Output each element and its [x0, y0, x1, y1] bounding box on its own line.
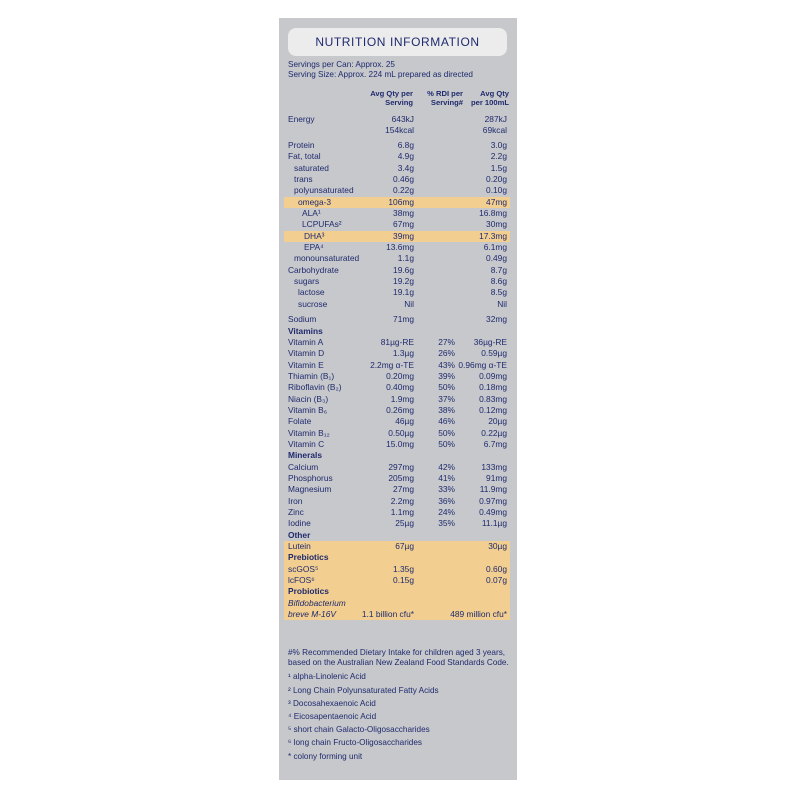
- cell-c2: 50%: [438, 438, 455, 449]
- table-row: [284, 462, 510, 473]
- nutrition-table: [284, 114, 510, 620]
- cell-c3: 30µg: [488, 541, 507, 552]
- section-header: [284, 450, 510, 461]
- row-label: omega-3: [298, 196, 332, 207]
- cell-c1: 71mg: [393, 314, 414, 325]
- table-row: [284, 348, 510, 359]
- cell-c3-line2: 69kcal: [482, 125, 507, 135]
- cell-c3: 3.0g: [490, 140, 507, 150]
- cell-c2: 50%: [438, 427, 455, 438]
- table-row: [284, 371, 510, 382]
- row-label: Other: [288, 529, 311, 540]
- table-row: [284, 382, 510, 393]
- cell-c2: 42%: [438, 461, 455, 472]
- cell-c1: 643kJ: [391, 114, 414, 124]
- cell-c3: 0.60g: [486, 563, 507, 574]
- cell-c1: 19.2g: [393, 276, 414, 287]
- cell-c3: 287kJ: [484, 114, 507, 124]
- row-label: Vitamin A: [288, 336, 324, 347]
- row-label: Thiamin (B₁): [288, 370, 335, 381]
- cell-c1: 0.26mg: [386, 404, 414, 415]
- cell-c1: 0.15g: [393, 575, 414, 586]
- section-header: [284, 326, 510, 337]
- row-label: Protein: [288, 140, 315, 150]
- table-row: [284, 541, 510, 552]
- row-label: Vitamins: [288, 325, 323, 336]
- table-row: [284, 484, 510, 495]
- cell-c1: 15.0mg: [386, 438, 414, 449]
- panel-title: NUTRITION INFORMATION: [288, 28, 507, 56]
- table-row: [284, 428, 510, 439]
- row-label: Vitamin C: [288, 438, 325, 449]
- cell-c3: 0.83mg: [479, 393, 507, 404]
- table-row: [284, 219, 510, 230]
- cell-c1: 205mg: [388, 472, 414, 483]
- cell-c3: 1.5g: [490, 162, 507, 173]
- cell-c1: 67mg: [393, 219, 414, 230]
- cell-c1: 81µg-RE: [380, 336, 414, 347]
- rdi-note: #% Recommended Dietary Intake for children aged 3 years, based on the Australian New Zealand Food Standards Code.: [288, 648, 509, 668]
- row-label: Phosphorus: [288, 472, 333, 483]
- col-header-per-serving: Avg Qty per Serving: [370, 89, 413, 107]
- cell-c2: 41%: [438, 472, 455, 483]
- cell-c2: 37%: [438, 393, 455, 404]
- table-row: [284, 394, 510, 405]
- footnote: ¹ alpha-Linolenic Acid: [288, 672, 366, 682]
- table-row: [284, 163, 510, 174]
- row-label: scGOS⁵: [288, 563, 319, 574]
- row-label: sucrose: [298, 298, 328, 309]
- nutrition-panel: [279, 18, 517, 780]
- section-header: [284, 552, 510, 563]
- cell-c1: 1.1 billion cfu*: [361, 608, 414, 619]
- cell-c1: 3.4g: [397, 162, 414, 173]
- cell-c1: 1.1g: [397, 253, 414, 264]
- cell-c1: Nil: [404, 298, 414, 309]
- cell-c3: 0.96mg α-TE: [458, 359, 507, 370]
- cell-c2: 46%: [438, 416, 455, 427]
- cell-c2: 26%: [438, 348, 455, 359]
- cell-c3: 0.07g: [486, 575, 507, 586]
- footnote: ² Long Chain Polyunsaturated Fatty Acids: [288, 685, 439, 695]
- row-label: polyunsaturated: [294, 185, 354, 196]
- row-label: Energy: [288, 114, 315, 124]
- cell-c1: 0.50µg: [388, 427, 414, 438]
- cell-c1: 2.2mg α-TE: [370, 359, 414, 370]
- cell-c3: 8.6g: [490, 276, 507, 287]
- cell-c3: 17.3mg: [479, 230, 507, 241]
- cell-c2: 33%: [438, 484, 455, 495]
- table-row: [284, 276, 510, 287]
- cell-c3: 36µg-RE: [473, 336, 507, 347]
- row-label: lcFOS⁶: [288, 575, 315, 586]
- cell-c2: 27%: [438, 336, 455, 347]
- cell-c1: 1.3µg: [392, 348, 414, 359]
- servings-per-can: Servings per Can: Approx. 25: [288, 60, 395, 69]
- table-row: [284, 360, 510, 371]
- col-header-rdi: % RDI per Serving#: [427, 89, 463, 107]
- row-label: Folate: [288, 416, 312, 427]
- row-label: Probiotics: [288, 586, 329, 597]
- row-label: Fat, total: [288, 151, 321, 162]
- table-row: [284, 185, 510, 196]
- table-row: [284, 314, 510, 325]
- cell-c3: 32mg: [486, 314, 507, 325]
- row-label: Niacin (B₃): [288, 393, 329, 404]
- cell-c1: 1.35g: [393, 563, 414, 574]
- footnote: ⁶ long chain Fructo-Oligosaccharides: [288, 738, 422, 748]
- row-label: Bifidobacterium: [288, 597, 346, 608]
- cell-c1-line2: 154kcal: [385, 125, 414, 135]
- cell-c1: 0.20mg: [386, 370, 414, 381]
- row-label: Minerals: [288, 450, 322, 461]
- cell-c3: 6.7mg: [483, 438, 507, 449]
- cell-c3: 0.49mg: [479, 507, 507, 517]
- row-label: LCPUFAs²: [302, 219, 342, 230]
- table-row: [284, 231, 510, 242]
- row-label-line2: breve M-16V: [288, 608, 336, 619]
- table-row: [284, 564, 510, 575]
- row-label: monounsaturated: [294, 253, 360, 264]
- section-header: [284, 586, 510, 597]
- cell-c3: 8.7g: [490, 264, 507, 275]
- row-label: Magnesium: [288, 484, 332, 495]
- cell-c3: 0.59µg: [481, 348, 507, 359]
- cell-c1: 13.6mg: [386, 242, 414, 253]
- cell-c3: 133mg: [481, 461, 507, 472]
- row-label: Prebiotics: [288, 552, 329, 563]
- row-label: DHA³: [304, 230, 325, 241]
- table-row: [284, 405, 510, 416]
- row-label: trans: [294, 174, 313, 185]
- cell-c1: 1.1mg: [390, 507, 414, 517]
- cell-c3: 0.49g: [486, 253, 507, 264]
- table-row: [284, 496, 510, 507]
- footnote: ⁵ short chain Galacto-Oligosaccharides: [288, 725, 430, 735]
- cell-c3: 11.9mg: [479, 484, 507, 495]
- cell-c1: 27mg: [393, 484, 414, 495]
- row-label: Iron: [288, 495, 303, 506]
- table-row: [284, 518, 510, 529]
- cell-c1: 4.9g: [397, 151, 414, 162]
- table-row: [284, 208, 510, 219]
- row-label: Riboflavin (B₂): [288, 382, 342, 393]
- serving-size: Serving Size: Approx. 224 mL prepared as directed: [288, 70, 473, 79]
- cell-c3: 489 million cfu*: [450, 608, 507, 619]
- cell-c3: 20µg: [488, 416, 507, 427]
- section-header: [284, 530, 510, 541]
- table-row: [284, 575, 510, 586]
- cell-c3: 91mg: [486, 472, 507, 483]
- cell-c1: 0.40mg: [386, 382, 414, 393]
- table-row: [284, 287, 510, 298]
- footnote: ³ Docosahexaenoic Acid: [288, 698, 376, 708]
- cell-c1: 0.46g: [393, 174, 414, 185]
- cell-c3: 0.10g: [486, 185, 507, 196]
- table-row: [284, 299, 510, 310]
- cell-c1: 2.2mg: [390, 495, 414, 506]
- row-label: Vitamin B₁₂: [288, 427, 330, 438]
- cell-c1: 1.9mg: [390, 393, 414, 404]
- row-label: Calcium: [288, 461, 319, 472]
- cell-c1: 297mg: [388, 461, 414, 472]
- row-label: lactose: [298, 287, 325, 298]
- footnotes: [288, 672, 510, 761]
- cell-c3: 16.8mg: [479, 208, 507, 219]
- table-row: [284, 416, 510, 427]
- cell-c2: 39%: [438, 370, 455, 381]
- cell-c2: 38%: [438, 404, 455, 415]
- row-label: Vitamin E: [288, 359, 324, 370]
- cell-c1: 19.6g: [393, 264, 414, 275]
- table-row: [284, 197, 510, 208]
- cell-c3: 30mg: [486, 219, 507, 230]
- row-label: Vitamin B₆: [288, 404, 328, 415]
- table-row: [284, 598, 510, 620]
- cell-c3: 0.22µg: [481, 427, 507, 438]
- cell-c3: 6.1mg: [483, 242, 507, 253]
- cell-c3: 0.09mg: [479, 370, 507, 381]
- table-row: [284, 114, 510, 136]
- cell-c1: 46µg: [395, 416, 414, 427]
- table-row: [284, 473, 510, 484]
- cell-c1: 67µg: [395, 541, 414, 552]
- table-row: [284, 507, 510, 518]
- footnote: ⁴ Eicosapentaenoic Acid: [288, 712, 377, 722]
- notes: [288, 648, 510, 762]
- cell-c1: 106mg: [388, 196, 414, 207]
- cell-c1: 25µg: [395, 518, 414, 529]
- table-row: [284, 242, 510, 253]
- cell-c1: 6.8g: [397, 140, 414, 150]
- cell-c2: 35%: [438, 518, 455, 529]
- cell-c3: 11.1µg: [481, 518, 507, 529]
- cell-c3: 8.5g: [490, 287, 507, 298]
- row-label: saturated: [294, 162, 329, 173]
- cell-c1: 0.22g: [393, 185, 414, 196]
- cell-c3: 2.2g: [490, 151, 507, 162]
- table-row: [284, 174, 510, 185]
- row-label: Lutein: [288, 541, 311, 552]
- cell-c1: 19.1g: [393, 287, 414, 298]
- row-label: Sodium: [288, 314, 317, 325]
- cell-c1: 39mg: [393, 230, 414, 241]
- col-header-per-100ml: Avg Qty per 100mL: [471, 89, 509, 107]
- table-row: [284, 253, 510, 264]
- cell-c3: 0.20g: [486, 174, 507, 185]
- table-row: [284, 265, 510, 276]
- cell-c3: Nil: [497, 298, 507, 309]
- cell-c2: 50%: [438, 382, 455, 393]
- cell-c1: 38mg: [393, 208, 414, 219]
- table-row: [284, 151, 510, 162]
- row-label: Zinc: [288, 507, 304, 517]
- cell-c3: 47mg: [486, 196, 507, 207]
- row-label: EPA⁴: [304, 242, 324, 253]
- row-label: ALA¹: [302, 208, 321, 219]
- row-label: Vitamin D: [288, 348, 325, 359]
- row-label: Iodine: [288, 518, 311, 529]
- table-row: [284, 439, 510, 450]
- cell-c3: 0.97mg: [479, 495, 507, 506]
- cell-c3: 0.18mg: [479, 382, 507, 393]
- cell-c2: 43%: [438, 359, 455, 370]
- row-label: sugars: [294, 276, 320, 287]
- table-row: [284, 337, 510, 348]
- cell-c3: 0.12mg: [479, 404, 507, 415]
- row-label: Carbohydrate: [288, 264, 339, 275]
- table-row: [284, 140, 510, 151]
- cell-c2: 24%: [438, 507, 455, 517]
- footnote: * colony forming unit: [288, 751, 363, 761]
- cell-c2: 36%: [438, 495, 455, 506]
